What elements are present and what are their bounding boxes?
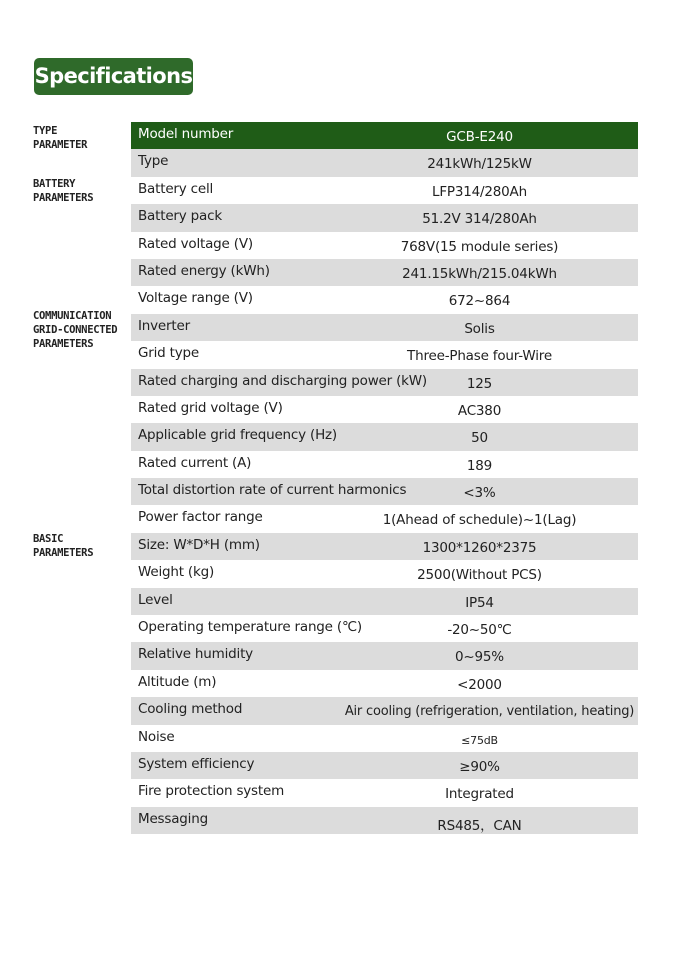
param-value: 0~95% — [455, 649, 504, 666]
param-value: 189 — [466, 457, 493, 474]
param-label: Rated charging and discharging power (kW) — [138, 372, 427, 389]
table-row — [131, 286, 638, 313]
table-row — [131, 341, 638, 368]
param-label: Noise — [138, 728, 175, 745]
param-value: Air cooling (refrigeration, ventilation, heating) — [344, 704, 635, 720]
table-row — [131, 396, 638, 423]
table-row — [131, 204, 638, 231]
param-value: 768V(15 module series) — [400, 238, 559, 255]
param-value: 2500(Without PCS) — [417, 567, 542, 584]
param-label: Applicable grid frequency (Hz) — [138, 427, 337, 444]
param-label: Model number — [138, 126, 234, 142]
table-row — [131, 423, 638, 450]
param-label: Level — [138, 591, 173, 608]
param-label: Altitude (m) — [138, 673, 217, 690]
table-row — [131, 177, 638, 204]
table-row — [131, 615, 638, 642]
section-label-communication: COMMUNICATION GRID-CONNECTED PARAMETERS — [33, 310, 118, 350]
param-value: <3% — [463, 485, 496, 502]
section-label-basic: BASIC PARAMETERS — [33, 533, 94, 559]
param-label: Size: W*D*H (mm) — [138, 536, 260, 553]
param-value: Three-Phase four-Wire — [407, 348, 552, 365]
param-label: Power factor range — [138, 509, 263, 526]
param-value: Solis — [464, 320, 495, 337]
param-label: System efficiency — [138, 755, 255, 772]
param-value: 241.15kWh/215.04kWh — [402, 265, 557, 282]
param-value: 51.2V 314/280Ah — [422, 211, 537, 228]
param-value: ≤75dB — [461, 733, 498, 747]
table-row — [131, 752, 638, 779]
param-label: Total distortion rate of current harmonics — [138, 482, 407, 499]
table-row — [131, 314, 638, 341]
param-value: 241kWh/125kW — [427, 156, 532, 173]
param-label: Type — [138, 153, 169, 170]
table-row — [131, 807, 638, 834]
table-row — [131, 232, 638, 259]
section-label-type: TYPE PARAMETER — [33, 125, 88, 151]
param-value: -20~50℃ — [447, 622, 512, 639]
param-label: Rated voltage (V) — [138, 235, 253, 252]
param-label: Messaging — [138, 810, 208, 827]
spec-table — [131, 122, 638, 834]
param-label: Operating temperature range (℃) — [138, 619, 362, 636]
param-label: Rated grid voltage (V) — [138, 399, 283, 416]
param-label: Grid type — [138, 345, 199, 362]
param-value: 50 — [471, 430, 488, 447]
table-row — [131, 259, 638, 286]
param-value: 125 — [466, 375, 493, 392]
param-value: LFP314/280Ah — [432, 183, 527, 200]
table-row — [131, 697, 638, 724]
table-row — [131, 560, 638, 587]
page-title: Specifications — [34, 58, 193, 95]
table-row — [131, 642, 638, 669]
param-label: Inverter — [138, 317, 190, 334]
param-label: Battery cell — [138, 180, 214, 197]
param-value: 1(Ahead of schedule)~1(Lag) — [382, 512, 577, 529]
param-label: Relative humidity — [138, 646, 253, 663]
param-value: ≥90% — [459, 758, 500, 775]
table-row — [131, 149, 638, 176]
table-row — [131, 725, 638, 752]
table-row — [131, 533, 638, 560]
table-row — [131, 369, 638, 396]
param-value: 1300*1260*2375 — [422, 539, 537, 556]
param-value: GCB-E240 — [446, 129, 513, 145]
param-label: Fire protection system — [138, 783, 285, 800]
table-row — [131, 588, 638, 615]
param-label: Cooling method — [138, 701, 243, 718]
param-label: Rated current (A) — [138, 454, 252, 471]
table-row — [131, 451, 638, 478]
table-row — [131, 505, 638, 532]
table-row — [131, 779, 638, 806]
param-value: <2000 — [457, 676, 502, 693]
table-row — [131, 670, 638, 697]
param-label: Battery pack — [138, 208, 222, 225]
table-row — [131, 478, 638, 505]
param-value: 672~864 — [448, 293, 511, 310]
section-label-battery: BATTERY PARAMETERS — [33, 178, 94, 204]
table-header-row — [131, 122, 638, 149]
param-label: Weight (kg) — [138, 564, 215, 581]
param-value: Integrated — [445, 786, 514, 803]
param-value: RS485，CAN — [437, 817, 522, 834]
param-value: AC380 — [457, 402, 502, 419]
param-value: IP54 — [465, 594, 494, 611]
param-label: Voltage range (V) — [138, 290, 253, 307]
param-label: Rated energy (kWh) — [138, 262, 270, 279]
